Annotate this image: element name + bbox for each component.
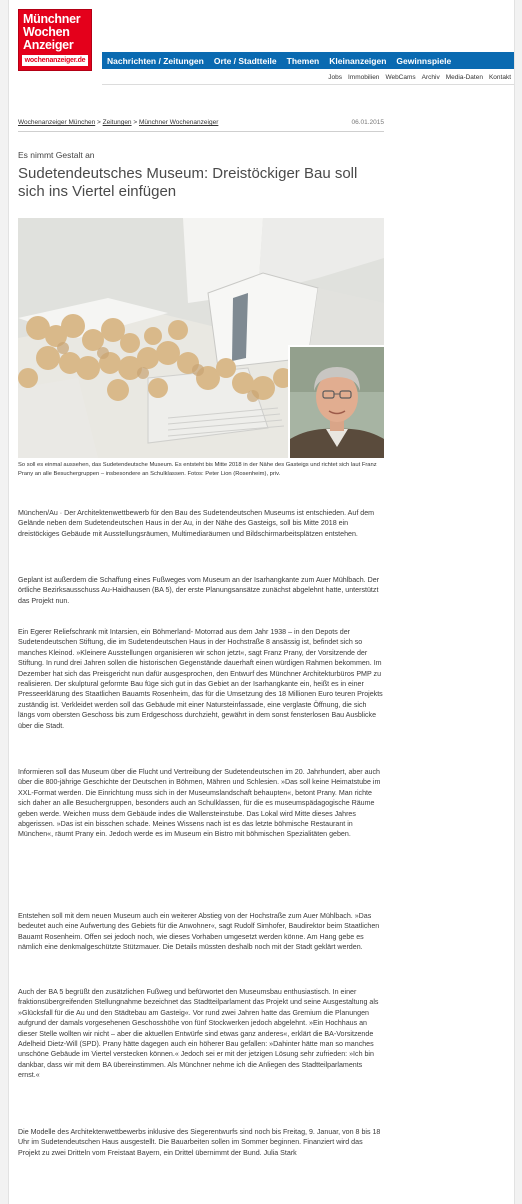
article-paragraph: Informieren soll das Museum über die Flucht und Vertreibung der Sudetendeutschen im 20. Jahrhundert, aber auch über die 800-jährige Geschichte der Deutschen in Böhmen, Mähren und Schlesien. »Das soll keine Heimatstube im XXL-Format werden. Die Einrichtung muss sich in der Museumslandschaft behaupten«, betont Prany. Man richte sich daher an alle Besuchergruppen, besonders auch an Schulklassen, für die es museumspädagogische Räume geben werde. Weichen muss dem Gebäude indes die Wallensteinstube. Das Lokal wird Mitte dieses Jahres abgerissen. »Das ist ein bisschen schade. Meines Wissens nach ist es das letzte böhmische Restaurant in München«, räumt Prany ein. Jedoch werde es im Museum ein Bistro mit böhmischen Spezialitäten geben. [18, 768, 381, 839]
subnav-item-kontakt[interactable]: Kontakt [488, 73, 511, 81]
nav-item-nachrichten[interactable]: Nachrichten / Zeitungen [107, 55, 204, 66]
right-page-gutter [514, 0, 522, 1204]
nav-item-gewinnspiele[interactable]: Gewinnspiele [396, 55, 452, 66]
article-paragraph: Ein Egerer Reliefschrank mit Intarsien, ein Böhmerland- Motorrad aus dem Jahr 1938 – in den Depots der Sudetendeutschen Stiftung, die im Sudetendeutschen Haus in der Hochstraße 8 ansässig ist, befindet sich so manches Kleinod. »Kleinere Ausstellungen organisieren wir schon jetzt«, sagt Franz Prany, der Vorsitzende der Stiftung. In rund drei Jahren sollen die historischen Gegenstände dauerhaft einen würdigen Rahmen bekommen. Im Dezember hat sich das Preisgericht nun dafür ausgesprochen, den Entwurf des Münchner Architekturbüros PMP zu realisieren. Der skulptural geformte Bau füge sich gut in das Gebiet an der Isarhangkante ein, heißt es in einer Presseerklärung des Staatlichen Bauamts Rosenheim, das für die Umsetzung des 18 Millionen Euro teuren Projekts zuständig ist. Verkleidet werden soll das Gebäude mit einer Natursteinfassade, eine verglaste Öffnung, die sich längs vom obersten Geschoss bis zum Erdgeschoss durchzieht, gewährt in dem sonst fensterlosen Bau Ausblicke über die Stadt. [18, 628, 383, 730]
article-paragraph: Auch der BA 5 begrüßt den zusätzlichen Fußweg und befürwortet den Museumsbau enthusiastisch. In einer fraktionsübergreifenden Stellungnahme bezeichnet das Stadtteilparlament das Projekt und seine Ausgestaltung als »Glücksfall für die Au und den Städtebau am Gasteig«. Vor rund zwei Jahren hatte das Gremium die Planungen aufgrund der damals vorgesehenen Geschosshöhe von fünf Stockwerken jedoch abgelehnt. »Ein Hochhaus an dieser Stelle wollten wir nicht – aber die aktuellen Entwürfe sind etwas ganz anderes«, erklärt die BA-Vorsitzende Adelheid Dietz-Will (SPD). Prany hätte dagegen auch ein höherer Bau gefallen: »Dahinter hätte man so manches unschöne Gebäude im Viertel verstecken können.« Jedoch sei er mit der jetzigen Lösung sehr zufrieden: »Ich bin dankbar, dass wir mit dem BA übereinstimmen. Als Münchner nehme ich die Anliegen des Stadtteilparlaments ernst.« [18, 988, 379, 1080]
subnav-item-archiv[interactable]: Archiv [421, 73, 440, 81]
breadcrumb-item-zeitungen[interactable]: Zeitungen [102, 119, 132, 126]
nav-item-orte[interactable]: Orte / Stadtteile [213, 55, 277, 66]
breadcrumb-separator: > [133, 119, 138, 126]
logo-text-line-2: Wochen [23, 25, 70, 39]
article-date: 06.01.2015 [351, 119, 384, 126]
subnav-item-media-daten[interactable]: Media-Daten [445, 73, 483, 81]
photo-caption: So soll es einmal aussehen, das Sudetendeutsche Museum. Es entsteht bis Mitte 2018 in der Nähe des Gasteigs und richtet sich laut Franz Prany an alle Besuchergruppen – insbesondere an Schulklassen. Fotos: Peter Lion (Rosenheim), priv. [18, 462, 377, 477]
portrait-photo [288, 345, 384, 458]
main-navigation [102, 52, 514, 69]
article-kicker: Es nimmt Gestalt an [18, 150, 95, 160]
logo-url: wochenanzeiger.de [22, 55, 88, 66]
site-logo[interactable] [18, 9, 92, 71]
divider [18, 131, 384, 132]
subnav-item-jobs[interactable]: Jobs [328, 73, 342, 81]
breadcrumb [18, 119, 218, 126]
breadcrumb-item-home[interactable]: Wochenanzeiger München [18, 119, 96, 126]
article-paragraph: Entstehen soll mit dem neuen Museum auch ein weiterer Abstieg von der Hochstraße zum Auer Mühlbach. »Das bedeutet auch eine Aufwertung des Gebiets für die Anwohner«, sagt Rudolf Simhofer, Baudirektor beim Staatlichen Bauamt Rosenheim. Offen sei jedoch noch, wie dieses Vorhaben umgesetzt werden könne. Am Hang gebe es nämlich eine denkmalgeschützte Stützmauer. Die Details müssten deshalb noch mit der Stadt geklärt werden. [18, 912, 380, 952]
nav-item-themen[interactable]: Themen [286, 55, 320, 66]
subnav-item-webcams[interactable]: WebCams [385, 73, 416, 81]
article-headline: Sudetendeutsches Museum: Dreistöckiger Bau soll sich ins Viertel einfügen [18, 165, 358, 200]
logo-text-line-1: Münchner [23, 12, 81, 26]
article-paragraph: München/Au · Der Architektenwettbewerb für den Bau des Sudetendeutschen Museums ist entschieden. Auf dem Gelände neben dem Sudetendeutschen Haus in der Au, in der Nähe des Gasteigs, soll bis Mitte 2018 ein dreistöckiges Gebäude mit Ausstellungsräumen, Multimediaräumen und Bildschirmarbeitsplätzen entstehen. [18, 509, 375, 538]
nav-item-kleinanzeigen[interactable]: Kleinanzeigen [329, 55, 387, 66]
subnav-item-immobilien[interactable]: Immobilien [348, 73, 380, 81]
breadcrumb-separator: > [97, 119, 101, 126]
logo-text-line-3: Anzeiger [23, 38, 74, 52]
article-paragraph: Geplant ist außerdem die Schaffung eines Fußweges vom Museum an der Isarhangkante zum Auer Mühlbach. Der örtliche Bezirksausschuss Au-Haidhausen (BA 5), der erste Planungsansätze zunächst abgelehnt hatte, unterstützt das Projekt nun. [18, 576, 380, 605]
left-page-gutter [0, 0, 9, 1204]
breadcrumb-item-wochenanzeiger[interactable]: Münchner Wochenanzeiger [138, 119, 219, 126]
article-paragraph: Die Modelle des Architektenwettbewerbs inklusive des Siegerentwurfs sind noch bis Freitag, 9. Januar, von 8 bis 18 Uhr im Sudetendeutschen Haus ausgestellt. Die Bauarbeiten sollen im Sommer beginnen. Finanziert wird das Projekt zu zwei Dritteln vom Freistaat Bayern, ein Drittel übernimmt der Bund. Julia Stark [18, 1128, 381, 1157]
secondary-navigation [102, 70, 514, 85]
